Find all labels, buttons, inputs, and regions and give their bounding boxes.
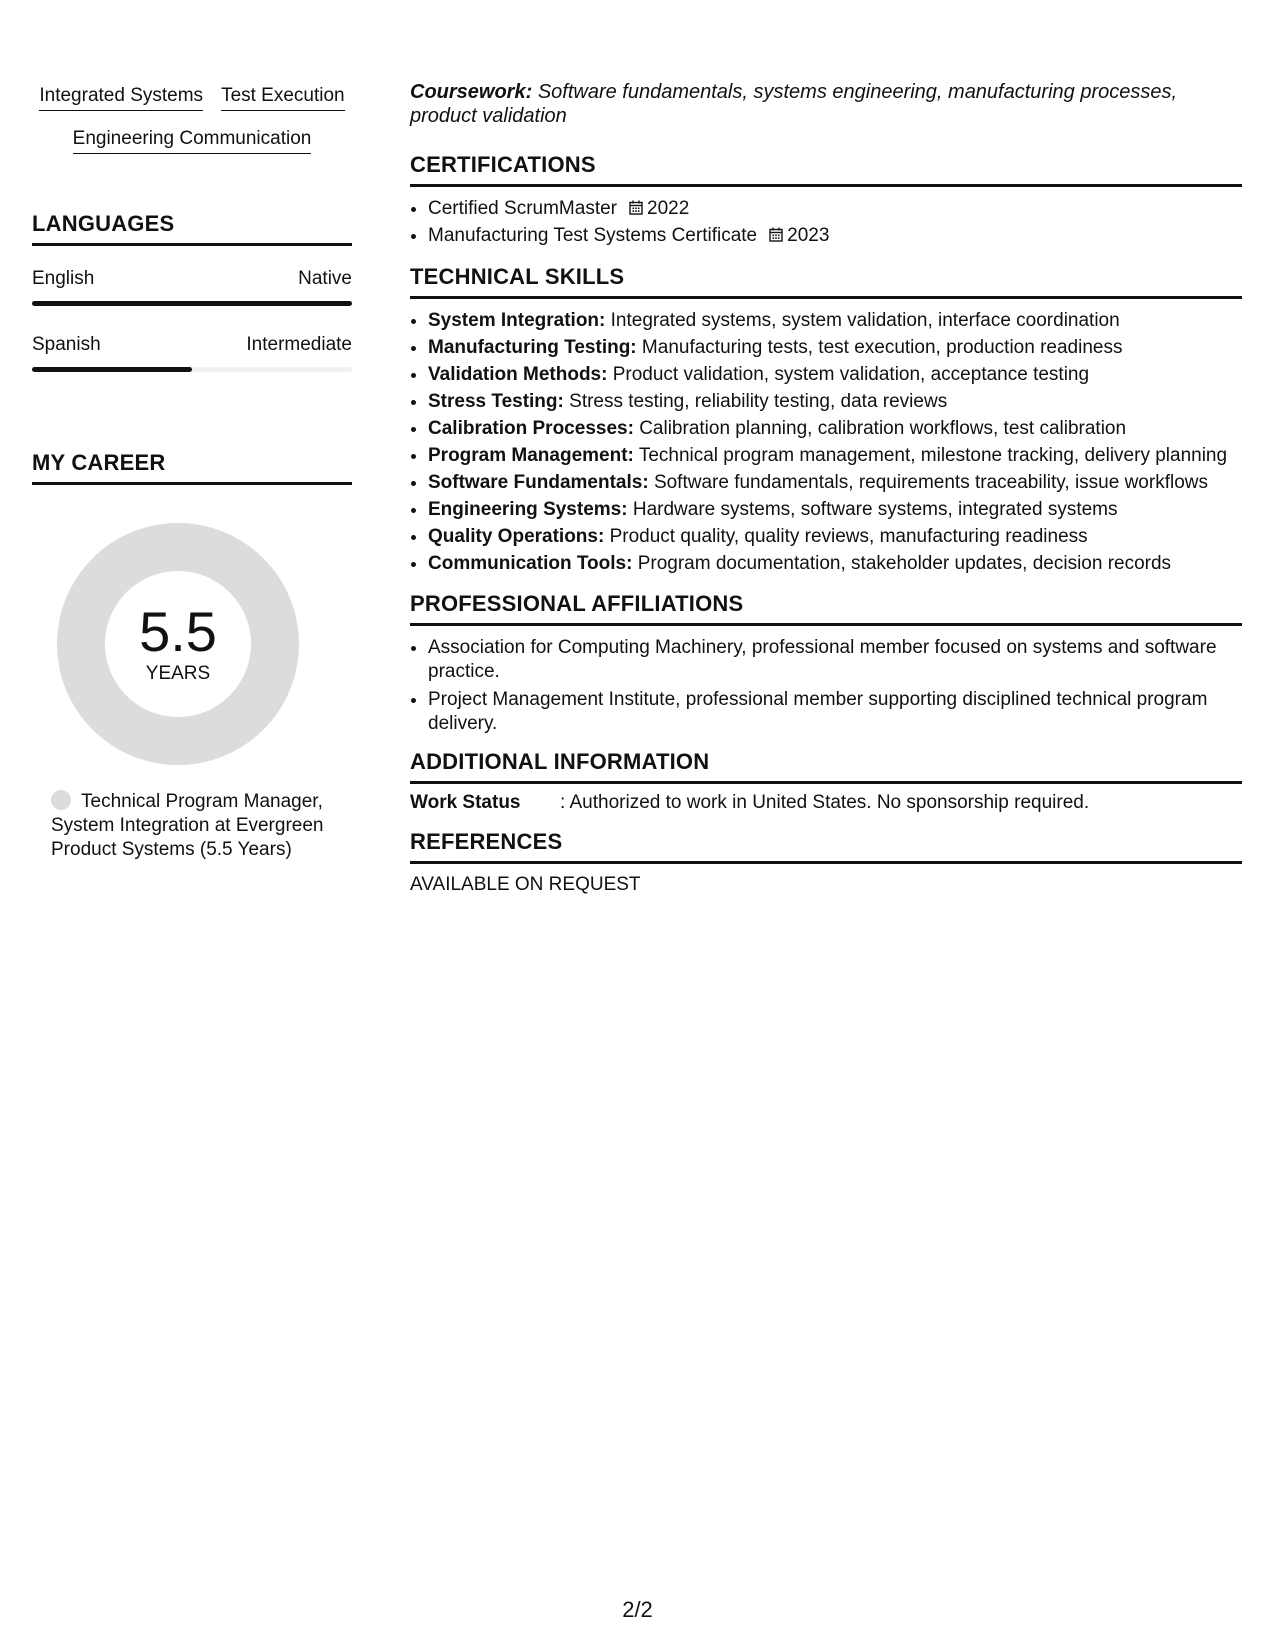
calendar-icon (629, 200, 643, 215)
work-status-label: Work Status (410, 792, 521, 813)
skill-text: Hardware systems, software systems, integrated systems (632, 499, 1118, 520)
calendar-icon (769, 227, 783, 242)
skill-tag: Test Execution (221, 84, 345, 111)
career-legend (51, 790, 341, 862)
language-level: Intermediate (246, 334, 352, 355)
work-status-row (410, 792, 1242, 814)
skill-item (428, 388, 1242, 415)
skill-label: Manufacturing Testing: (428, 337, 637, 358)
skill-item (428, 469, 1242, 496)
career-legend-text: Technical Program Manager, System Integration at Evergreen Product Systems (5.5 Years) (51, 791, 324, 860)
skill-text: Stress testing, reliability testing, data reviews (569, 391, 948, 412)
certifications-section (410, 152, 1242, 249)
career-donut-center (56, 522, 300, 766)
certification-item (428, 222, 1242, 249)
skill-label: Validation Methods: (428, 364, 608, 385)
skill-item (428, 442, 1242, 469)
language-name: Spanish (32, 334, 101, 355)
skill-tag-row (32, 127, 352, 154)
skill-label: Stress Testing: (428, 391, 564, 412)
skill-text: Product quality, quality reviews, manufacturing readiness (609, 526, 1088, 547)
skill-text: Calibration planning, calibration workflows, test calibration (639, 418, 1127, 439)
career-donut (56, 522, 300, 766)
affiliation-item: • Project Management Institute, professional member supporting disciplined technical program delivery. (428, 688, 1242, 736)
language-level: Native (298, 268, 352, 289)
languages-section (32, 211, 352, 372)
additional-info-section (410, 749, 1242, 814)
work-status-value: : Authorized to work in United States. No sponsorship required. (560, 792, 1090, 813)
language-bar-fill (32, 367, 192, 372)
certifications-title: CERTIFICATIONS (410, 152, 1242, 187)
skill-item (428, 307, 1242, 334)
career-section (32, 450, 352, 485)
skill-label: Engineering Systems: (428, 499, 628, 520)
references-section (410, 829, 1242, 896)
technical-skills-section (410, 264, 1242, 577)
skill-text: Technical program management, milestone tracking, delivery planning (638, 445, 1228, 466)
certification-year: 2023 (787, 225, 830, 246)
technical-skills-title: TECHNICAL SKILLS (410, 264, 1242, 299)
language-bar (32, 367, 352, 372)
skill-label: Communication Tools: (428, 553, 633, 574)
skill-tag-row (32, 84, 352, 111)
career-years-value: 5.5 (139, 600, 217, 663)
skill-tag: Engineering Communication (73, 127, 312, 154)
skill-text: Product validation, system validation, acceptance testing (612, 364, 1090, 385)
skill-label: Software Fundamentals: (428, 472, 649, 493)
skill-text: Software fundamentals, requirements traceability, issue workflows (653, 472, 1208, 493)
skill-tag: Integrated Systems (39, 84, 203, 111)
certification-name: Manufacturing Test Systems Certificate (428, 225, 758, 246)
skill-item (428, 361, 1242, 388)
skill-text: Manufacturing tests, test execution, production readiness (641, 337, 1123, 358)
coursework-text: Software fundamentals, systems engineering, manufacturing processes, product validation (410, 81, 1178, 127)
language-name: English (32, 268, 95, 289)
references-text: AVAILABLE ON REQUEST (410, 874, 641, 895)
certifications-list (410, 195, 1242, 249)
languages-title: LANGUAGES (32, 211, 352, 246)
skill-item (428, 415, 1242, 442)
page-number: 2/2 (622, 1597, 653, 1622)
affiliations-list (410, 636, 1242, 736)
certification-name: Certified ScrumMaster (428, 198, 617, 219)
affiliations-section (410, 591, 1242, 736)
skill-label: System Integration: (428, 310, 606, 331)
additional-info-title: ADDITIONAL INFORMATION (410, 749, 1242, 784)
affiliation-item: • Association for Computing Machinery, professional member focused on systems and software practice. (428, 636, 1242, 684)
certification-year: 2022 (647, 198, 690, 219)
skill-text: Program documentation, stakeholder updates, decision records (637, 553, 1172, 574)
affiliations-title: PROFESSIONAL AFFILIATIONS (410, 591, 1242, 626)
coursework (410, 80, 1242, 128)
skill-item (428, 496, 1242, 523)
references-title: REFERENCES (410, 829, 1242, 864)
skill-tags (32, 84, 352, 170)
certification-item (428, 195, 1242, 222)
language-bar-fill (32, 301, 352, 306)
legend-dot-icon (51, 790, 71, 810)
language-bar (32, 301, 352, 306)
skill-item (428, 334, 1242, 361)
language-item (32, 334, 352, 372)
career-title: MY CAREER (32, 450, 352, 485)
career-years-unit: YEARS (145, 663, 211, 684)
skill-label: Program Management: (428, 445, 634, 466)
skill-item (428, 523, 1242, 550)
skill-text: Integrated systems, system validation, interface coordination (610, 310, 1120, 331)
coursework-label: Coursework: (410, 81, 533, 103)
skill-label: Quality Operations: (428, 526, 605, 547)
skill-label: Calibration Processes: (428, 418, 634, 439)
language-item (32, 268, 352, 306)
skill-item (428, 550, 1242, 577)
technical-skills-list (410, 307, 1242, 577)
